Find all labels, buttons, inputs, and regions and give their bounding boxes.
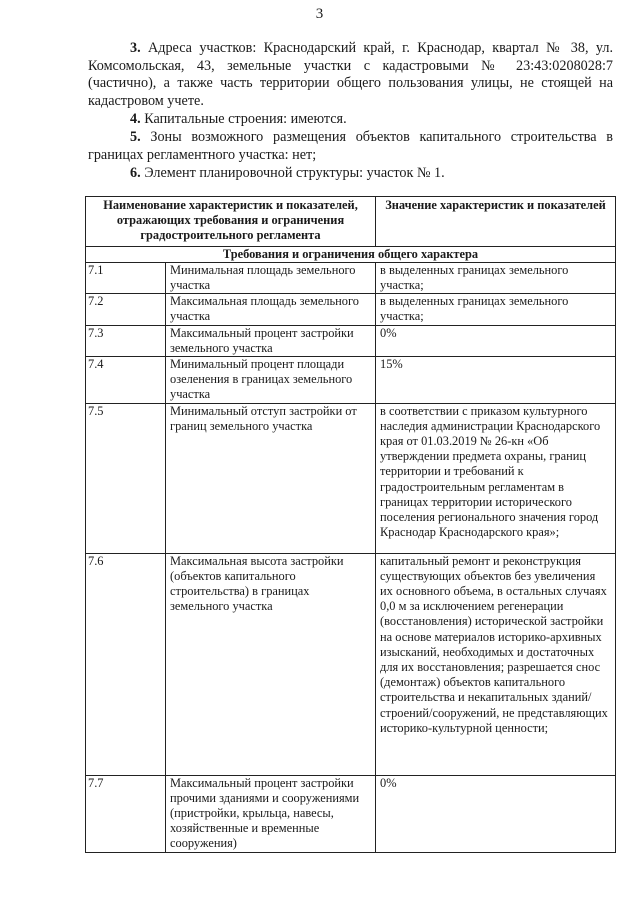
- paragraph-text: Капитальные строения: имеются.: [144, 110, 347, 127]
- row-value: в выделенных границах земельного участка;: [376, 294, 616, 325]
- row-value: 0%: [376, 775, 616, 852]
- paragraph-number: 5.: [130, 128, 141, 145]
- row-name: Максимальный процент застройки прочими зданиями и сооружениями (пристройки, крыльца, навесы, хозяйственные и временные сооружения): [166, 775, 376, 852]
- table-section-row: [86, 246, 616, 262]
- paragraph-text: Зоны возможного размещения объектов капитального строительства в границах регламентного участка: нет;: [88, 128, 613, 163]
- row-name: Минимальный отступ застройки от границ земельного участка: [166, 403, 376, 553]
- document-paragraphs: [88, 40, 613, 183]
- table-header-row: [86, 197, 616, 247]
- table-row: [86, 403, 616, 553]
- row-value: 15%: [376, 357, 616, 404]
- row-name: Минимальный процент площади озеленения в границах земельного участка: [166, 357, 376, 404]
- paragraph-capital-buildings: [88, 111, 613, 129]
- row-name: Максимальная площадь земельного участка: [166, 294, 376, 325]
- row-value: 0%: [376, 325, 616, 356]
- row-number: 7.3: [86, 325, 166, 356]
- row-number: 7.7: [86, 775, 166, 852]
- paragraph-text: Элемент планировочной структуры: участок № 1.: [144, 164, 445, 181]
- requirements-table: [85, 196, 616, 853]
- table-row: [86, 294, 616, 325]
- table-row: [86, 325, 616, 356]
- row-number: 7.2: [86, 294, 166, 325]
- row-name: Максимальный процент застройки земельного участка: [166, 325, 376, 356]
- header-name-column: Наименование характеристик и показателей, отражающих требования и ограничения градостроительного регламента: [86, 197, 376, 247]
- page-number: 3: [315, 6, 324, 22]
- header-value-column: Значение характеристик и показателей: [376, 197, 616, 247]
- row-value: в выделенных границах земельного участка;: [376, 262, 616, 293]
- row-number: 7.5: [86, 403, 166, 553]
- paragraph-number: 6.: [130, 164, 141, 181]
- row-number: 7.1: [86, 262, 166, 293]
- row-name: Максимальная высота застройки (объектов капитального строительства) в границах земельного участка: [166, 553, 376, 775]
- paragraph-planning-element: [88, 165, 613, 183]
- table-row: [86, 262, 616, 293]
- paragraph-text: Адреса участков: Краснодарский край, г. Краснодар, квартал № 38, ул. Комсомольская, 43, земельные участки с кадастровыми № 23:43:0208028:7 (частично), а также часть территории общего пользования улицы, не стоящей на кадастровом учете.: [88, 40, 613, 109]
- paragraph-number: 3.: [130, 40, 141, 56]
- section-title: Требования и ограничения общего характера: [86, 246, 616, 262]
- row-value: капитальный ремонт и реконструкция существующих объектов без увеличения их основного объема, в остальных случаях 0,0 м за исключением регенерации (восстановления) исторической застройки на основе материалов историко-архивных изысканий, необходимых и достаточных для их восстановления; разрешается снос (демонтаж) объектов капитального строительства и некапитальных зданий/строений/сооружений, не представляющих историко-культурной ценности;: [376, 553, 616, 775]
- paragraph-address: [88, 40, 613, 110]
- row-number: 7.6: [86, 553, 166, 775]
- paragraph-placement-zones: [88, 129, 613, 164]
- table-row: [86, 775, 616, 852]
- row-number: 7.4: [86, 357, 166, 404]
- table-row: [86, 357, 616, 404]
- table-row: [86, 553, 616, 775]
- row-name: Минимальная площадь земельного участка: [166, 262, 376, 293]
- paragraph-number: 4.: [130, 110, 141, 127]
- row-value: в соответствии с приказом культурного наследия администрации Краснодарского края от 01.03.2019 № 26-кн «Об утверждении предмета охраны, границ территории и требований к градостроительным регламентам в границах территории исторического поселения регионального значения город Краснодар Краснодарского края»;: [376, 403, 616, 553]
